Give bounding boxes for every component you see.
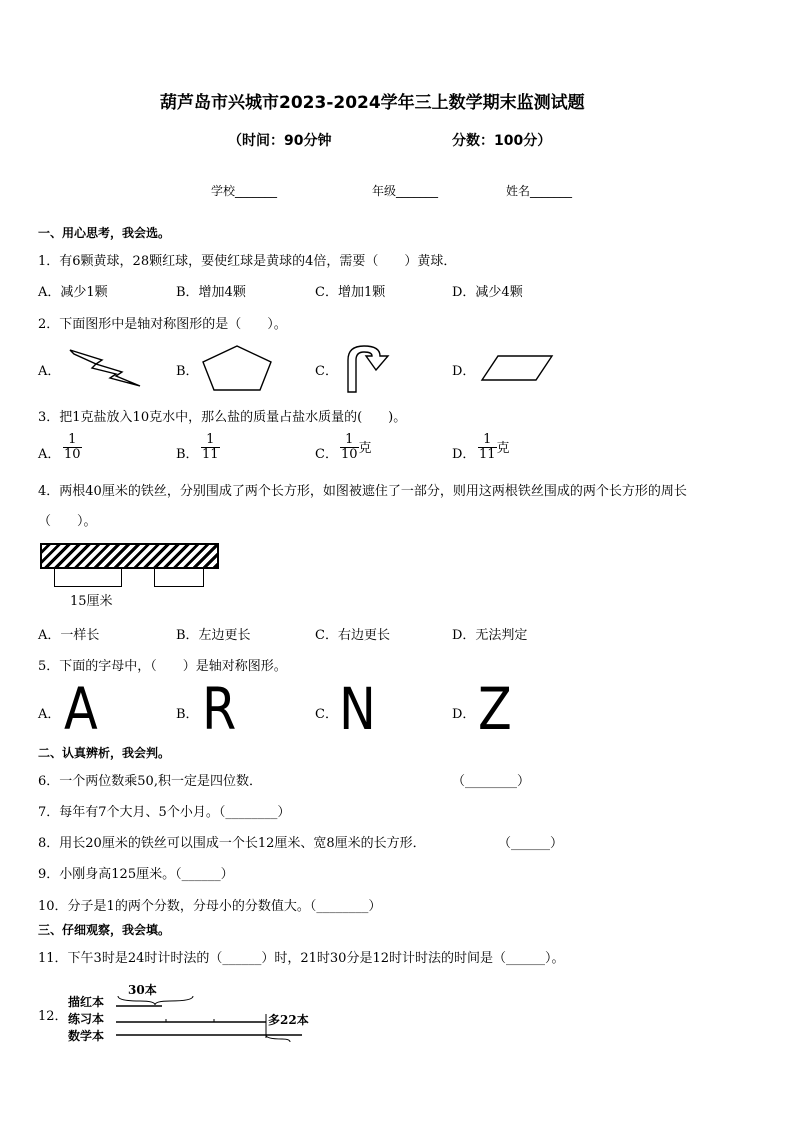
q12-top-label: 30本	[128, 983, 157, 997]
q3-option-b-fraction: $\frac{1}{11}$	[202, 432, 219, 462]
q5-letter-n: N	[339, 675, 376, 743]
q3-label-b: B．	[176, 447, 199, 462]
q4-cover-bar	[40, 543, 219, 569]
pentagon-shape	[200, 344, 274, 392]
question-8-blank: （______）	[498, 836, 564, 851]
q5-letter-z: Z	[478, 675, 512, 743]
q12-right-label: 多22本	[268, 1013, 309, 1027]
question-8: 8．用长20厘米的铁丝可以围成一个长12厘米、宽8厘米的长方形．	[38, 836, 426, 851]
q12-row-label-3: 数学本	[68, 1029, 105, 1043]
question-9: 9．小刚身高125厘米。（______）	[38, 867, 234, 882]
q4-option-b: B．左边更长	[176, 628, 251, 643]
question-6: 6．一个两位数乘50,积一定是四位数．	[38, 774, 262, 789]
q4-option-d: D．无法判定	[452, 628, 528, 643]
q3-option-a-fraction: $\frac{1}{10}$	[64, 432, 81, 462]
q4-figure-label: 15厘米	[70, 594, 113, 609]
q3-option-d-fraction: $\frac{1}{11}$ 克	[479, 432, 510, 462]
question-1: 1．有6颗黄球，28颗红球，要使红球是黄球的4倍，需要（ ）黄球．	[38, 254, 457, 269]
q5-label-b: B．	[176, 707, 199, 722]
question-10: 10．分子是1的两个分数，分母小的分数值大。（________）	[38, 899, 382, 914]
q3-label-d: D．	[452, 447, 476, 462]
question-2: 2．下面图形中是轴对称图形的是（ ）。	[38, 317, 287, 332]
question-3: 3．把1克盐放入10克水中，那么盐的质量占盐水质量的( )。	[38, 410, 407, 425]
q12-row-label-1: 描红本	[68, 995, 105, 1009]
question-5: 5．下面的字母中，（ ）是轴对称图形。	[38, 659, 287, 674]
q5-label-d: D．	[452, 707, 476, 722]
q5-label-a: A．	[38, 707, 61, 722]
question-7: 7．每年有7个大月、5个小月。（________）	[38, 805, 291, 820]
arrow-shape	[340, 342, 400, 394]
parallelogram-shape	[480, 354, 554, 382]
q3-label-a: A．	[38, 447, 61, 462]
question-11: 11．下午3时是24时计时法的（______）时，21时30分是12时计时法的时间是（______）。	[38, 951, 565, 966]
q1-option-a: A．减少1颗	[38, 285, 108, 300]
q5-label-c: C．	[315, 707, 338, 722]
section-1-title: 一、用心思考，我会选。	[38, 226, 171, 240]
page-title: 葫芦岛市兴城市2023-2024学年三上数学期末监测试题	[160, 93, 585, 113]
question-4: 4．两根40厘米的铁丝，分别围成了两个长方形，如图被遮住了一部分，则用这两根铁丝围成的两个长方形的周长	[38, 484, 687, 499]
q4-option-a: A．一样长	[38, 628, 100, 643]
question-6-blank: （________）	[452, 774, 531, 789]
q12-bar-diagram	[110, 990, 310, 1044]
q2-label-b: B．	[176, 364, 199, 379]
q5-letter-a: A	[64, 675, 98, 743]
exam-time: （时间：90分钟	[228, 133, 332, 149]
section-2-title: 二、认真辨析，我会判。	[38, 746, 171, 760]
section-3-title: 三、仔细观察，我会填。	[38, 923, 171, 937]
q3-label-c: C．	[315, 447, 338, 462]
q1-option-d: D．减少4颗	[452, 285, 523, 300]
q12-row-label-2: 练习本	[68, 1012, 105, 1026]
question-4-blank: （ ）。	[38, 514, 97, 529]
q1-option-b: B．增加4颗	[176, 285, 246, 300]
q4-option-c: C．右边更长	[315, 628, 390, 643]
exam-score: 分数：100分）	[452, 133, 552, 149]
name-field: 姓名_______	[506, 184, 573, 198]
lightning-shape	[66, 346, 142, 388]
q1-option-c: C．增加1颗	[315, 285, 386, 300]
q2-label-d: D．	[452, 364, 476, 379]
school-field: 学校_______	[211, 184, 278, 198]
q2-label-c: C．	[315, 364, 338, 379]
question-12-number: 12．	[38, 1009, 68, 1024]
grade-field: 年级_______	[372, 184, 439, 198]
q2-label-a: A．	[38, 364, 61, 379]
q5-letter-r: R	[202, 675, 237, 743]
q3-option-c-fraction: $\frac{1}{10}$ 克	[341, 432, 372, 462]
